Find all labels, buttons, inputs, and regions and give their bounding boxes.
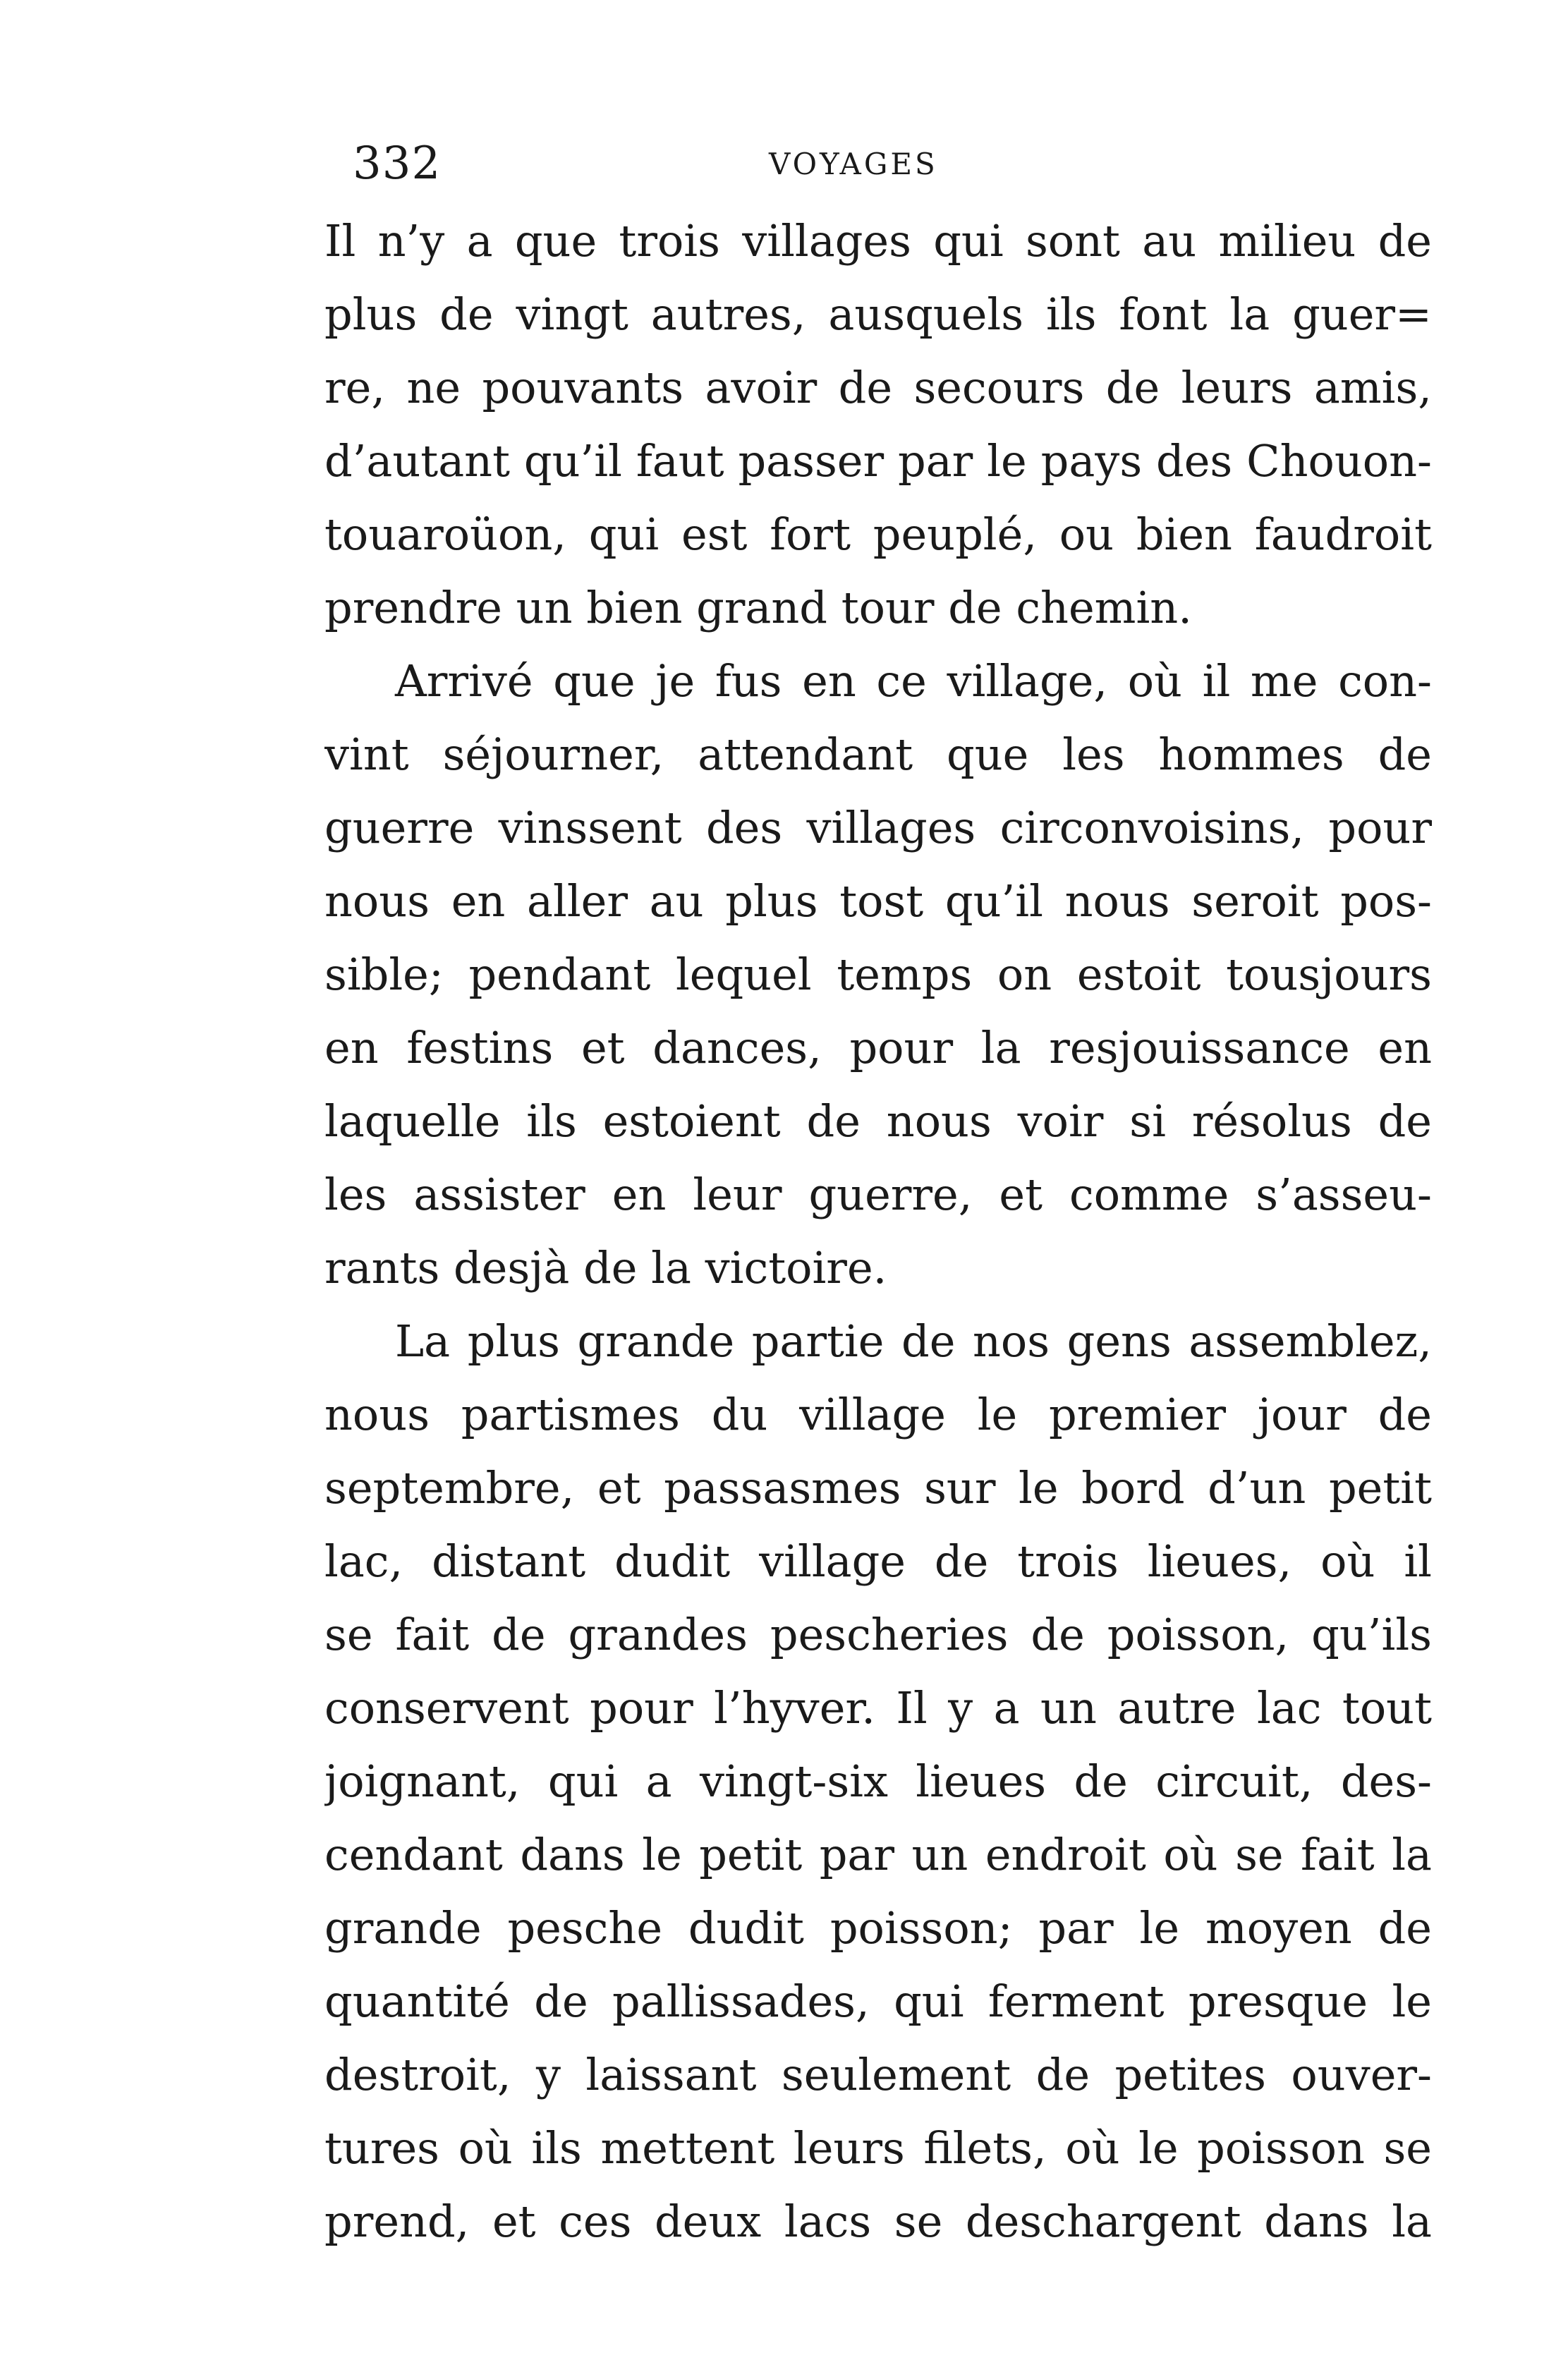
- text-line: joignant, qui a vingt-six lieues de circuit, des-: [324, 1756, 1432, 1807]
- body-text: [324, 205, 1432, 2258]
- running-head: [346, 134, 1446, 190]
- page-number: 332: [353, 138, 442, 190]
- text-line: touaroüon, qui est fort peuplé, ou bien faudroit: [324, 509, 1432, 560]
- text-line: les assister en leur guerre, et comme s’asseu-: [324, 1169, 1432, 1220]
- text-line: lac, distant dudit village de trois lieues, où il: [324, 1535, 1432, 1587]
- text-line: nous partismes du village le premier jour de: [324, 1389, 1432, 1440]
- text-line: re, ne pouvants avoir de secours de leurs amis,: [324, 362, 1432, 413]
- text-line: grande pesche dudit poisson; par le moyen de: [324, 1902, 1432, 1954]
- text-line: guerre vinssent des villages circonvoisins, pour: [324, 802, 1432, 853]
- text-line: quantité de pallissades, qui ferment presque le: [324, 1976, 1432, 2027]
- text-line: La plus grande partie de nos gens assemblez,: [395, 1315, 1432, 1367]
- text-line: cendant dans le petit par un endroit où se fait la: [324, 1829, 1432, 1880]
- text-line: se fait de grandes pescheries de poisson, qu’ils: [324, 1609, 1432, 1660]
- text-line: Arrivé que je fus en ce village, où il me con-: [395, 655, 1432, 707]
- text-line: plus de vingt autres, ausquels ils font la guer=: [324, 288, 1432, 340]
- text-line: conservent pour l’hyver. Il y a un autre lac tout: [324, 1682, 1432, 1734]
- text-line: tures où ils mettent leurs filets, où le poisson se: [324, 2122, 1432, 2174]
- text-line: vint séjourner, attendant que les hommes de: [324, 729, 1432, 780]
- text-line: laquelle ils estoient de nous voir si résolus de: [324, 1095, 1432, 1147]
- text-line: destroit, y laissant seulement de petites ouver-: [324, 2049, 1432, 2100]
- text-line: septembre, et passasmes sur le bord d’un petit: [324, 1462, 1432, 1514]
- text-line: prend, et ces deux lacs se deschargent dans la: [324, 2196, 1432, 2247]
- running-title: VOYAGES: [769, 147, 938, 181]
- text-line: sible; pendant lequel temps on estoit tousjours: [324, 949, 1432, 1000]
- text-line: nous en aller au plus tost qu’il nous seroit pos-: [324, 875, 1432, 927]
- text-line: rants desjà de la victoire.: [324, 1242, 887, 1294]
- text-line: d’autant qu’il faut passer par le pays des Chouon-: [324, 435, 1432, 487]
- text-line: prendre un bien grand tour de chemin.: [324, 582, 1192, 633]
- text-line: Il n’y a que trois villages qui sont au milieu de: [324, 215, 1432, 267]
- text-line: en festins et dances, pour la resjouissance en: [324, 1022, 1432, 1073]
